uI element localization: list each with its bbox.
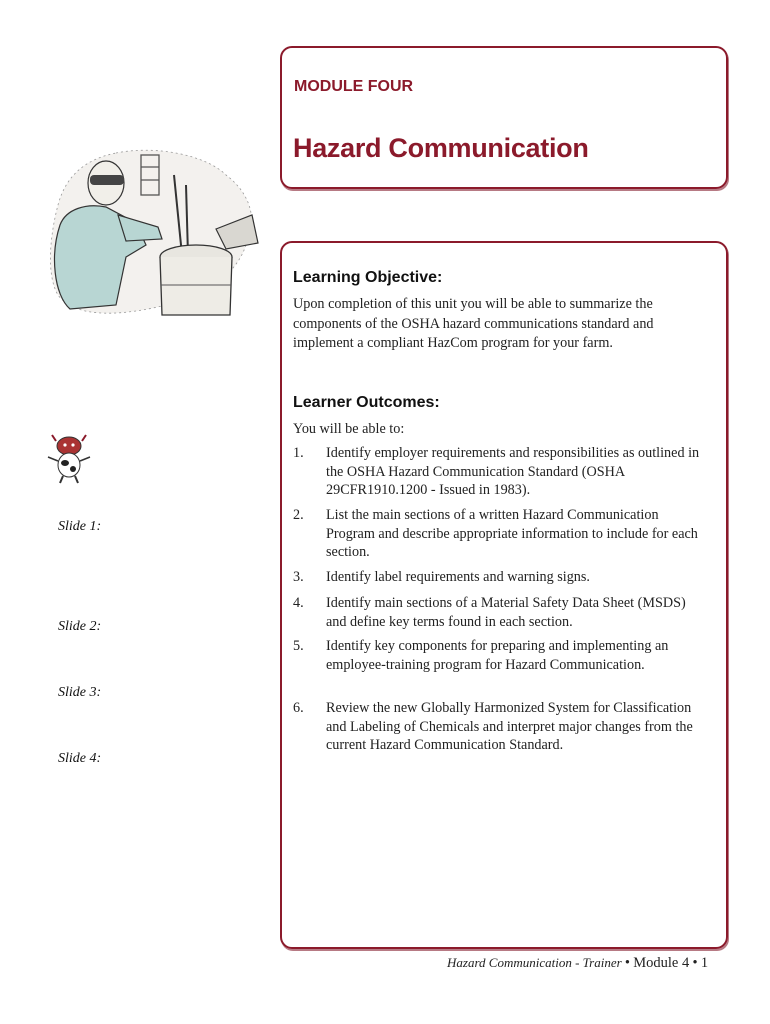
module-label: MODULE FOUR	[294, 78, 414, 95]
footer-bullet: •	[692, 955, 698, 971]
learning-objective-text: Upon completion of this unit you will be able to summarize the components of the OSHA hazard communications standard and implement a compliant HazCom program for your farm.	[293, 296, 654, 351]
slide-label-3: Slide 3:	[58, 685, 102, 700]
learner-outcomes-intro: You will be able to:	[293, 421, 405, 437]
outcome-number: 4.	[293, 595, 304, 611]
outcome-number: 6.	[293, 700, 304, 716]
outcome-text: Identify employer requirements and responsibilities as outlined in the OSHA Hazard Communication Standard (OSHA 29CFR1910.1200 - Issued in 1983).	[326, 445, 700, 498]
footer-module: Module 4	[633, 955, 690, 971]
footer-bullet: •	[624, 955, 630, 971]
outcome-number: 3.	[293, 569, 304, 585]
outcome-text: Review the new Globally Harmonized System for Classification and Labeling of Chemicals and interpret major changes from the current Hazard Communication Standard.	[326, 700, 693, 753]
page-title: Hazard Communication	[293, 133, 589, 163]
content-box	[280, 241, 728, 949]
outcome-number: 1.	[293, 445, 304, 461]
slide-label-2: Slide 2:	[58, 619, 102, 634]
module-header-box	[280, 46, 728, 189]
outcome-text: Identify key components for preparing and implementing an employee-training program for Hazard Communication.	[326, 638, 669, 673]
outcome-number: 5.	[293, 638, 304, 654]
outcome-text: List the main sections of a written Hazard Communication Program and describe appropriate information to include for each section.	[326, 507, 698, 560]
learning-objective-heading: Learning Objective:	[293, 269, 443, 286]
cow-mascot-icon	[44, 433, 94, 485]
page-footer	[447, 955, 708, 972]
outcome-number: 2.	[293, 507, 304, 523]
outcome-text: Identify label requirements and warning signs.	[326, 569, 590, 585]
page-number: 1	[700, 955, 709, 971]
slide-label-4: Slide 4:	[58, 751, 102, 766]
slide-label-1: Slide 1:	[58, 519, 102, 534]
learner-outcomes-heading: Learner Outcomes:	[293, 394, 440, 411]
footer-doc-title: Hazard Communication - Trainer	[447, 955, 622, 970]
worker-illustration-icon	[46, 145, 264, 327]
outcome-text: Identify main sections of a Material Safety Data Sheet (MSDS) and define key terms found in each section.	[326, 595, 686, 630]
